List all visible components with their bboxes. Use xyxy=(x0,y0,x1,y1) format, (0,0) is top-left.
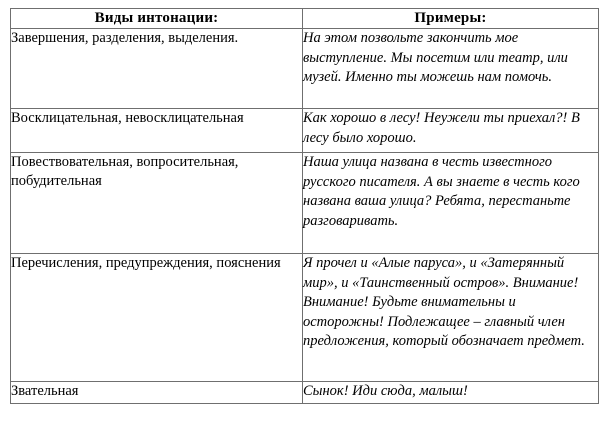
cell-intonation-type xyxy=(11,109,303,153)
intonation-type-text: Перечисления, предупреждения, пояснения xyxy=(11,255,281,271)
intonation-example-text: Наша улица названа в честь известного русского писателя. А вы знаете в честь кого названа ваша улица? Ребята, перестаньте разговаривать. xyxy=(303,154,584,229)
intonation-example-text: На этом позвольте закончить мое выступление. Мы посетим или театр, или музей. Именно ты можешь нам помочь. xyxy=(303,30,572,85)
intonation-table-container xyxy=(10,8,598,404)
cell-intonation-example xyxy=(303,109,599,153)
cell-intonation-example xyxy=(303,382,599,404)
intonation-type-text: Повествовательная, вопросительная, побудительная xyxy=(11,154,243,189)
intonation-table xyxy=(10,8,599,404)
intonation-example-text: Как хорошо в лесу! Неужели ты приехал?! В лесу было хорошо. xyxy=(303,110,584,146)
cell-intonation-type xyxy=(11,254,303,382)
cell-intonation-example xyxy=(303,153,599,254)
cell-intonation-example xyxy=(303,29,599,109)
cell-intonation-type xyxy=(11,153,303,254)
intonation-type-text: Завершения, разделения, выделения. xyxy=(11,30,239,46)
intonation-example-text: Я прочел и «Алые паруса», и «Затерянный мир», и «Таинственный остров». Внимание! Внимание! Будьте внимательны и осторожны! Подлежащее – главный член предложения, который обозначает предмет. xyxy=(303,255,585,349)
table-header xyxy=(11,9,599,29)
cell-intonation-type xyxy=(11,29,303,109)
table-header-row xyxy=(11,9,599,29)
table-row xyxy=(11,254,599,382)
table-row xyxy=(11,153,599,254)
table-row xyxy=(11,29,599,109)
column-header-examples: Примеры: xyxy=(303,9,599,29)
cell-intonation-example xyxy=(303,254,599,382)
cell-intonation-type xyxy=(11,382,303,404)
column-header-type: Виды интонации: xyxy=(11,9,303,29)
table-row xyxy=(11,382,599,404)
intonation-example-text: Сынок! Иди сюда, малыш! xyxy=(303,383,468,399)
table-body xyxy=(11,29,599,404)
intonation-type-text: Восклицательная, невосклицательная xyxy=(11,110,244,126)
intonation-type-text: Звательная xyxy=(11,383,79,399)
table-row xyxy=(11,109,599,153)
